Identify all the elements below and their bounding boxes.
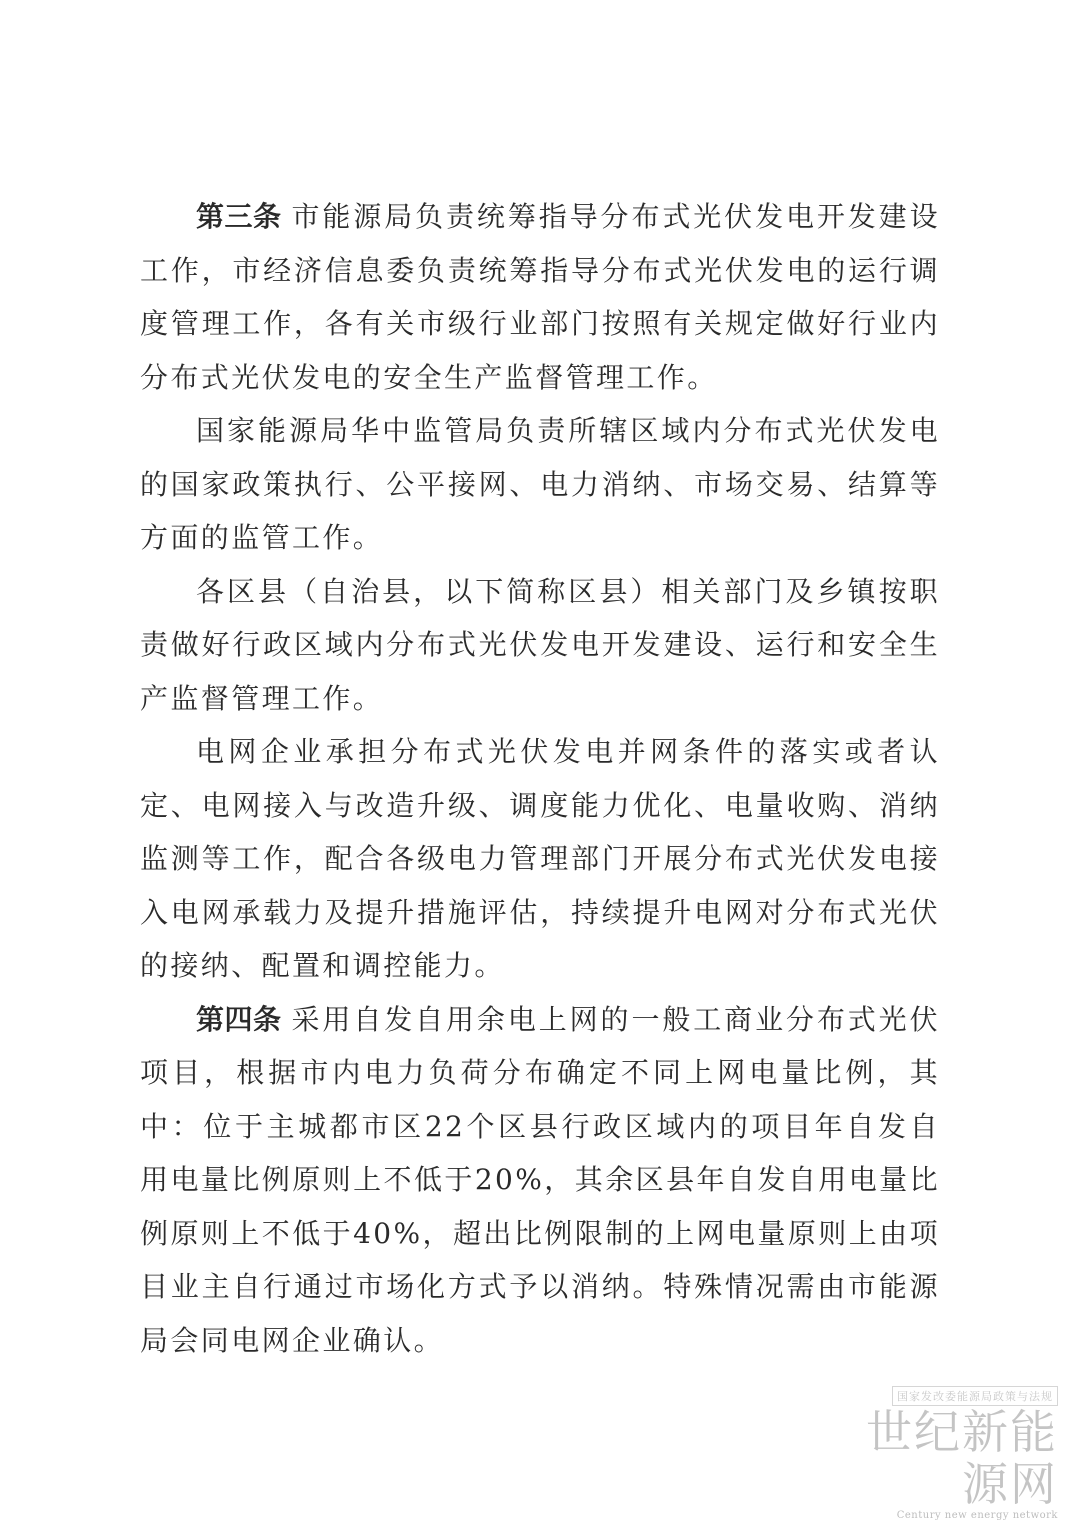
watermark-logo [828, 1385, 1058, 1521]
watermark-tagline: 国家发改委能源局政策与法规 [892, 1386, 1058, 1406]
watermark-brand: 世纪新能源网 [866, 1405, 1058, 1511]
article-3-paragraph-1 [140, 190, 940, 404]
watermark-english: Century new energy network [896, 1510, 1058, 1521]
article-4-text-1: 采用自发自用余电上网的一般工商业分布式光伏项目，根据市内电力负荷分布确定不同上网电量比例，其中：位于主城都市区22个区县行政区域内的项目年自发自用电量比例原则上不低于20%，其余区县年自发自用电量比例原则上不低于40%，超出比例限制的上网电量原则上由项目业主自行通过市场化方式予以消纳。特殊情况需由市能源局会同电网企业确认。 [140, 1002, 940, 1357]
article-3-paragraph-4: 电网企业承担分布式光伏发电并网条件的落实或者认定、电网接入与改造升级、调度能力优化、电量收购、消纳监测等工作，配合各级电力管理部门开展分布式光伏发电接入电网承载力及提升措施评估，持续提升电网对分布式光伏的接纳、配置和调控能力。 [140, 735, 940, 982]
article-3-heading: 第三条 [196, 200, 282, 233]
article-3-text-1: 市能源局负责统筹指导分布式光伏发电开发建设工作，市经济信息委负责统筹指导分布式光伏发电的运行调度管理工作，各有关市级行业部门按照有关规定做好行业内分布式光伏发电的安全生产监督管理工作。 [140, 200, 940, 394]
article-3-paragraph-3: 各区县（自治县，以下简称区县）相关部门及乡镇按职责做好行政区域内分布式光伏发电开发建设、运行和安全生产监督管理工作。 [140, 574, 940, 715]
article-4-paragraph-1 [140, 993, 940, 1368]
article-3-paragraph-2: 国家能源局华中监管局负责所辖区域内分布式光伏发电的国家政策执行、公平接网、电力消纳、市场交易、结算等方面的监管工作。 [140, 414, 940, 554]
article-4-heading: 第四条 [196, 1002, 282, 1036]
document-body [140, 190, 940, 1367]
